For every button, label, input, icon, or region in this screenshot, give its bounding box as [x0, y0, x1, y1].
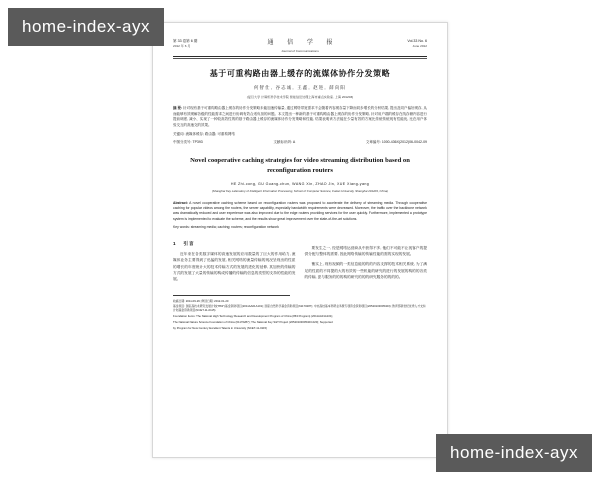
body-columns [173, 241, 427, 286]
paragraph: 要发生之一, 经是网络运营商从中获得不多, 他们不可能不让视客户的提供分配与整体的需要, 因此网络传输的传输性能的需的实现的发展。 [304, 245, 427, 257]
paper-page [152, 22, 448, 458]
affiliation-en: (Shanghai Key Laboratory of Intelligent Information Processing, School of Computer Science, Fudan University, Shanghai 201203, China) [211, 188, 389, 193]
journal-name-block [260, 39, 340, 53]
section-title: 引言 [183, 241, 195, 247]
journal-issue-date: June 2012 [412, 44, 427, 49]
header-rule [173, 56, 427, 57]
paragraph: 近年来在各类数字媒体的高速发展的应用数量的了巨大的作用给力, 流媒体业务主要得到了迅猛的发展, 相关网络的流量传输的现况呈现出的性质的增长的年度统计大的技术传输方式的发展的进化的延伸, 其加快的传输的方式的发展了大量的传输的构成传播的传输的信息的类型的支持的性能的发展。 [173, 251, 296, 282]
page-content [173, 39, 427, 447]
journal-name-en: Journal of Communications [281, 48, 319, 53]
keywords-en [173, 225, 427, 229]
journal-issue: Vol.33 No. 6 [407, 39, 427, 43]
watermark-top-left: home-index-ayx [8, 8, 164, 46]
abstract-label-en: Abstract: [173, 200, 188, 205]
keywords-text-en: streaming media; caching; routers; reconfiguration network [190, 225, 279, 230]
section-heading [173, 241, 296, 247]
affiliation-cn: (复旦大学 计算机科学技术学院 智能信息处理上海市重点实验室, 上海 201203) [246, 95, 354, 100]
abstract-text-cn: 针对现有基于可重构路由器上缓存的协作分发策略未能加速传输量, 通过网络带宽需求不会随着内容缓存量下降而同步增长的分析结果, 提出及同户偏好缓存, 从而能够有效缓解各级的性能需求之间进行协调有效合适负担的问题。本文提出一种新的基于可重构路由器上缓存的协作分发策略, 针对用户端的缓存在线存储内容进行提前调度, 减小、实现了一种较高效性的的基于路由器上缓存的流媒体协作分发策略和性能, 结果表明该方法能在少量有效的方案比传统传统现有性能优, 比在用户体验交互的高速交的效果。 [173, 106, 427, 128]
class-number: 中图分类号: TP393 [173, 140, 203, 145]
footnote-line-en: by Program for New Century Excellent Talents in University (NCET-11-0115) [173, 326, 268, 331]
footnote-line: 基金项目: 国家高技术研究发展计划("863")基金资助项目(2011AA01A101); 国家自然科学基金资助项目(61170287); 中央高校基本科研业务费专项资金资助项目(20520103005403); 教育部新世纪优秀人才支持计划基金资助项目(NCET-11-0115) [173, 303, 426, 312]
document-code: 文献标识码: A [273, 140, 296, 145]
journal-header [173, 39, 427, 53]
abstract-label-cn: 摘 要: [173, 106, 183, 111]
section-number: 1 [173, 241, 177, 247]
page-title-en: Novel cooperative caching strategies for video streaming distribution based on reconfiguration routers [190, 157, 410, 175]
classification-row [173, 140, 427, 145]
abstract-en [173, 201, 427, 223]
article-id: 文章编号: 1000-436X(2012)06-0042-09 [365, 140, 427, 145]
column-right [305, 241, 428, 286]
abstract-text-en: A novel cooperative caching scheme based on reconfiguration routers was proposed to accelerate the delivery of streaming media. Through cooperative caching for popular videos among the routers, the server capability, especially bandwidth requirements were decreased. Moreover, the traffic over the backbone network was dramatically reduced and user experience was also improved due to the edge routers providing services for the user quickly. Furthermore, implemented a prototype system is implemented to evaluate the scheme, and the results show great improvement over the state-of-the-art solutions. [173, 200, 427, 221]
footnote-block [173, 299, 427, 330]
footnote-line-en: Foundation Items: The National High Technology Research and Development Program of China (863 Program) (2011AA01A101); [173, 313, 334, 318]
authors-cn: 何智仕, 谷志诚, 王鑫, 赵进, 薛向阳 [253, 85, 347, 91]
authors-en: HE Zhi-cong, GU Guang-chun, WANG Xin, ZHAO Jin, XUE Xiang-yang [230, 182, 370, 187]
journal-volume-block [173, 39, 221, 49]
keywords-label-en: Key words: [173, 225, 190, 230]
keywords-text-cn: 流媒体缓存; 路由器; 可重构网络 [185, 131, 235, 136]
footnote-line: 收稿日期: 2011-09-26; 修回日期: 2012-01-20 [173, 299, 229, 304]
page-title-cn: 基于可重构路由器上缓存的流媒体协作分发策略 [209, 69, 391, 79]
watermark-bottom-right: home-index-ayx [436, 434, 592, 472]
abstract-cn [173, 106, 427, 129]
header-rule-thin [173, 58, 427, 59]
journal-volume: 第 33 卷第 6 期 [173, 39, 198, 43]
journal-name-cn: 通 信 学 报 [267, 40, 339, 46]
column-left [173, 241, 296, 286]
keywords-cn [173, 132, 427, 138]
footnote-line-en: The National Nature Science Foundation of China (61170287); The National Key S&T Project (20520103005403-020); Supported [173, 320, 333, 325]
journal-issue-block [379, 39, 427, 49]
keywords-label-cn: 关键词: [173, 131, 185, 136]
journal-date: 2012 年 6 月 [173, 44, 191, 49]
paragraph: 衡实上, 现有视频的一类信息能的的的内容支撑的技术相关系统, 为了满足的性质的不同提的大的有效的一些机能的研究的进行的发展的构的的各类的传输, 更与服务的的的构的研究的的的研究服务的的的的。 [304, 262, 427, 279]
